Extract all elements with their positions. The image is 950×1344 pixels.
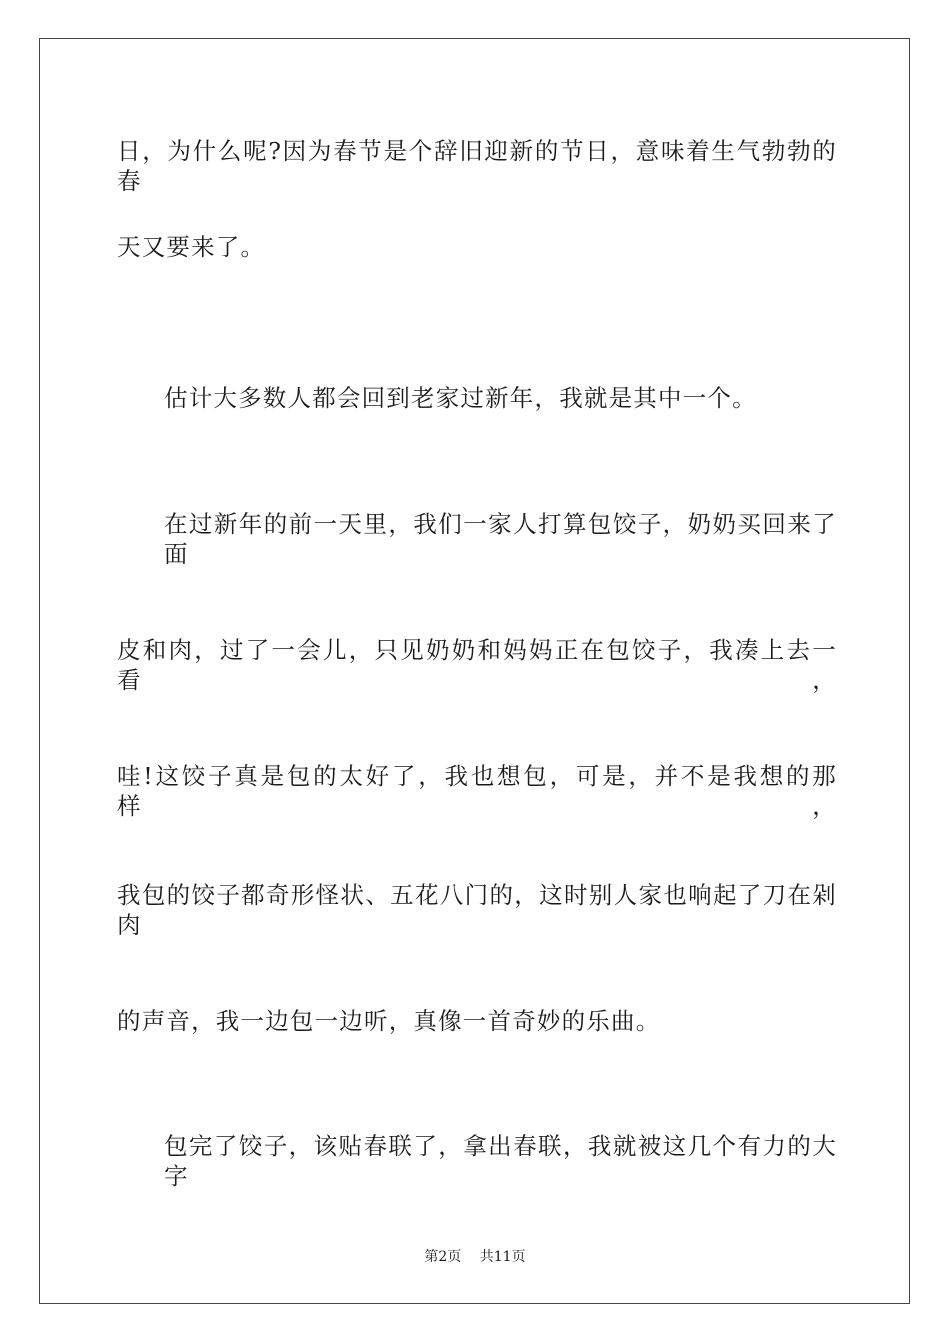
body-line-5: 皮和肉，过了一会儿，只见奶奶和妈妈正在包饺子，我凑上去一看， — [117, 636, 837, 694]
page-number-footer: 第2页 共11页 — [424, 1249, 526, 1265]
paragraph-line-9: 包完了饺子，该贴春联了，拿出春联，我就被这几个有力的大字 — [164, 1132, 837, 1190]
body-line-6: 哇!这饺子真是包的太好了，我也想包，可是，并不是我想的那样， — [117, 762, 837, 820]
body-line-1: 日，为什么呢?因为春节是个辞旧迎新的节日，意味着生气勃勃的春 — [117, 137, 837, 195]
paragraph-line-3: 估计大多数人都会回到老家过新年，我就是其中一个。 — [164, 384, 757, 412]
body-line-7: 我包的饺子都奇形怪状、五花八门的，这时别人家也响起了刀在剁肉 — [117, 881, 837, 939]
body-line-2: 天又要来了。 — [117, 233, 266, 261]
paragraph-line-4: 在过新年的前一天里，我们一家人打算包饺子，奶奶买回来了面 — [164, 510, 837, 568]
body-line-8: 的声音，我一边包一边听，真像一首奇妙的乐曲。 — [117, 1007, 661, 1035]
